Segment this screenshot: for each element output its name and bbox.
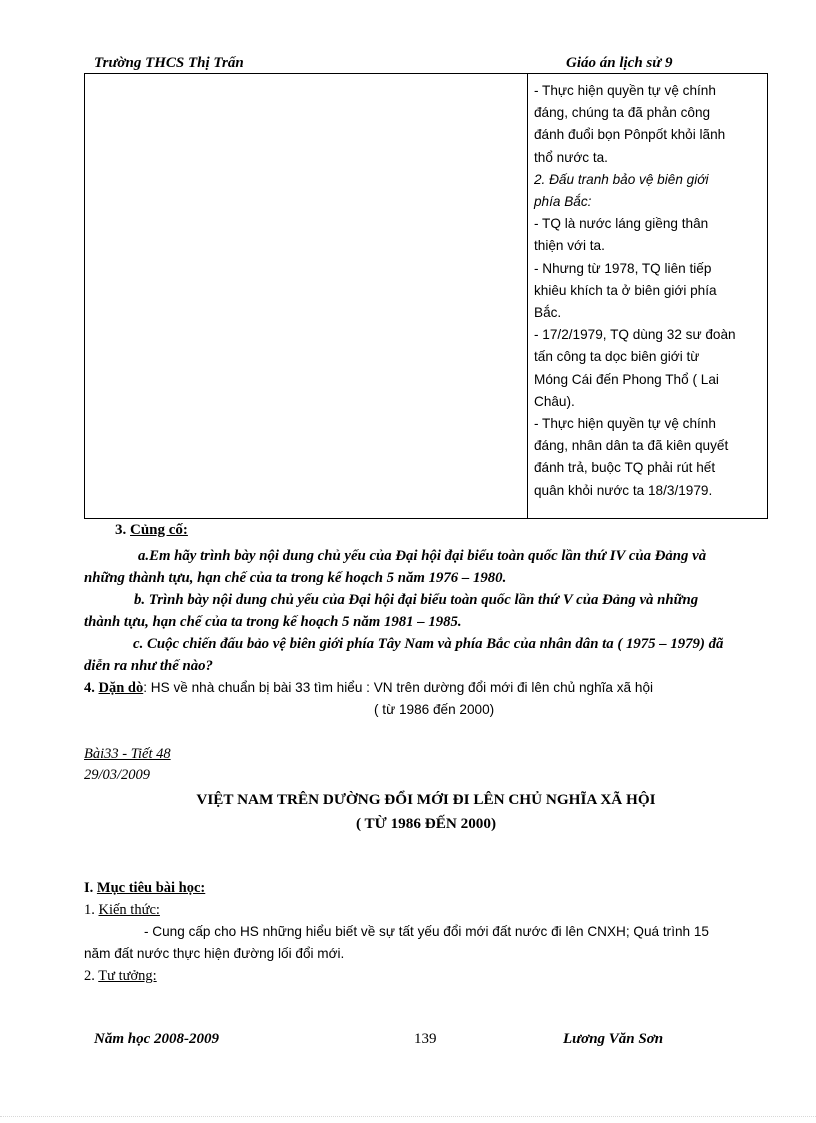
question-a-line1: a.Em hãy trình bày nội dung chủ yếu của Đại hội đại biểu toàn quốc lần thứ IV của Đảng và (138, 548, 707, 564)
cell-line: - Thực hiện quyền tự vệ chính (534, 416, 716, 432)
page-edge-divider (0, 1116, 816, 1117)
cell-line: thổ nước ta. (534, 149, 608, 165)
cell-subheading: 2. Đấu tranh bảo vệ biên giới (534, 171, 709, 187)
cell-line: - TQ là nước láng giềng thân (534, 216, 709, 232)
cell-line: Châu). (534, 393, 575, 409)
footer-author: Lương Văn Sơn (563, 1031, 664, 1047)
cell-line: tấn công ta dọc biên giới từ (534, 349, 700, 365)
footer-year: Năm học 2008-2009 (94, 1031, 219, 1047)
lesson-title-years: ( TỪ 1986 ĐẾN 2000) (355, 815, 497, 832)
page-number: 139 (414, 1031, 437, 1047)
objectives-heading: I. Mục tiêu bài học: (84, 880, 206, 896)
cell-line: Bắc. (534, 305, 562, 321)
question-b-line1: b. Trình bày nội dung chủ yếu của Đại hội đại biểu toàn quốc lần thứ V của Đảng và những (134, 592, 699, 608)
question-a-line2: những thành tựu, hạn chế của ta trong kế hoạch 5 năm 1976 – 1980. (84, 570, 507, 586)
cell-line: thiện với ta. (534, 238, 605, 254)
cell-line: - Nhưng từ 1978, TQ liên tiếp (534, 260, 712, 276)
dan-do-line: 4. Dặn dò: HS về nhà chuẩn bị bài 33 tìm hiểu : VN trên dường đổi mới đi lên chủ nghĩa xã hội (84, 680, 654, 696)
lesson-title: VIỆT NAM TRÊN DƯỜNG ĐỔI MỚI ĐI LÊN CHỦ NGHĨA XÃ HỘI (196, 791, 656, 808)
question-c-line2: diễn ra như thế nào? (84, 658, 213, 674)
cell-line: đánh trả, buộc TQ phải rút hết (534, 460, 716, 476)
table-right-cell (534, 80, 760, 502)
lesson-date: 29/03/2009 (84, 767, 151, 783)
cell-line: khiêu khích ta ở biên giới phía (534, 282, 717, 298)
cell-line: đáng, chúng ta đã phản công (534, 105, 711, 121)
lesson-label: Bài33 - Tiết 48 (84, 746, 171, 762)
knowledge-text-line2: năm đất nước thực hiện đường lối đổi mới. (84, 946, 345, 961)
cell-line: Móng Cái đến Phong Thổ ( Lai (534, 371, 719, 387)
table-column-divider (527, 73, 528, 519)
thought-heading: 2. Tư tưởng: (84, 968, 157, 984)
cell-line: đáng, nhân dân ta đã kiên quyết (534, 438, 729, 454)
header-subject: Giáo án lịch sử 9 (566, 55, 673, 71)
cell-line: đánh đuổi bọn Pônpốt khỏi lãnh (534, 127, 726, 143)
header-school: Trường THCS Thị Trấn (94, 55, 244, 71)
knowledge-text-line1: - Cung cấp cho HS những hiểu biết về sự tất yếu đổi mới đất nước đi lên CNXH; Quá trình 15 (144, 924, 709, 939)
question-b-line2: thành tựu, hạn chế của ta trong kế hoạch 5 năm 1981 – 1985. (84, 614, 462, 630)
cell-subheading: phía Bắc: (534, 194, 592, 210)
cung-co-heading: 3. Củng cố: (115, 522, 188, 538)
cell-line: quân khỏi nước ta 18/3/1979. (534, 482, 713, 498)
knowledge-heading: 1. Kiến thức: (84, 902, 160, 918)
cell-line: - 17/2/1979, TQ dùng 32 sư đoàn (534, 327, 736, 343)
cell-line: - Thực hiện quyền tự vệ chính (534, 83, 716, 98)
question-c-line1: c. Cuộc chiến đấu bảo vệ biên giới phía Tây Nam và phía Bắc của nhân dân ta ( 1975 – 1979) đã (133, 636, 724, 652)
dan-do-line2: ( từ 1986 đến 2000) (374, 702, 495, 717)
